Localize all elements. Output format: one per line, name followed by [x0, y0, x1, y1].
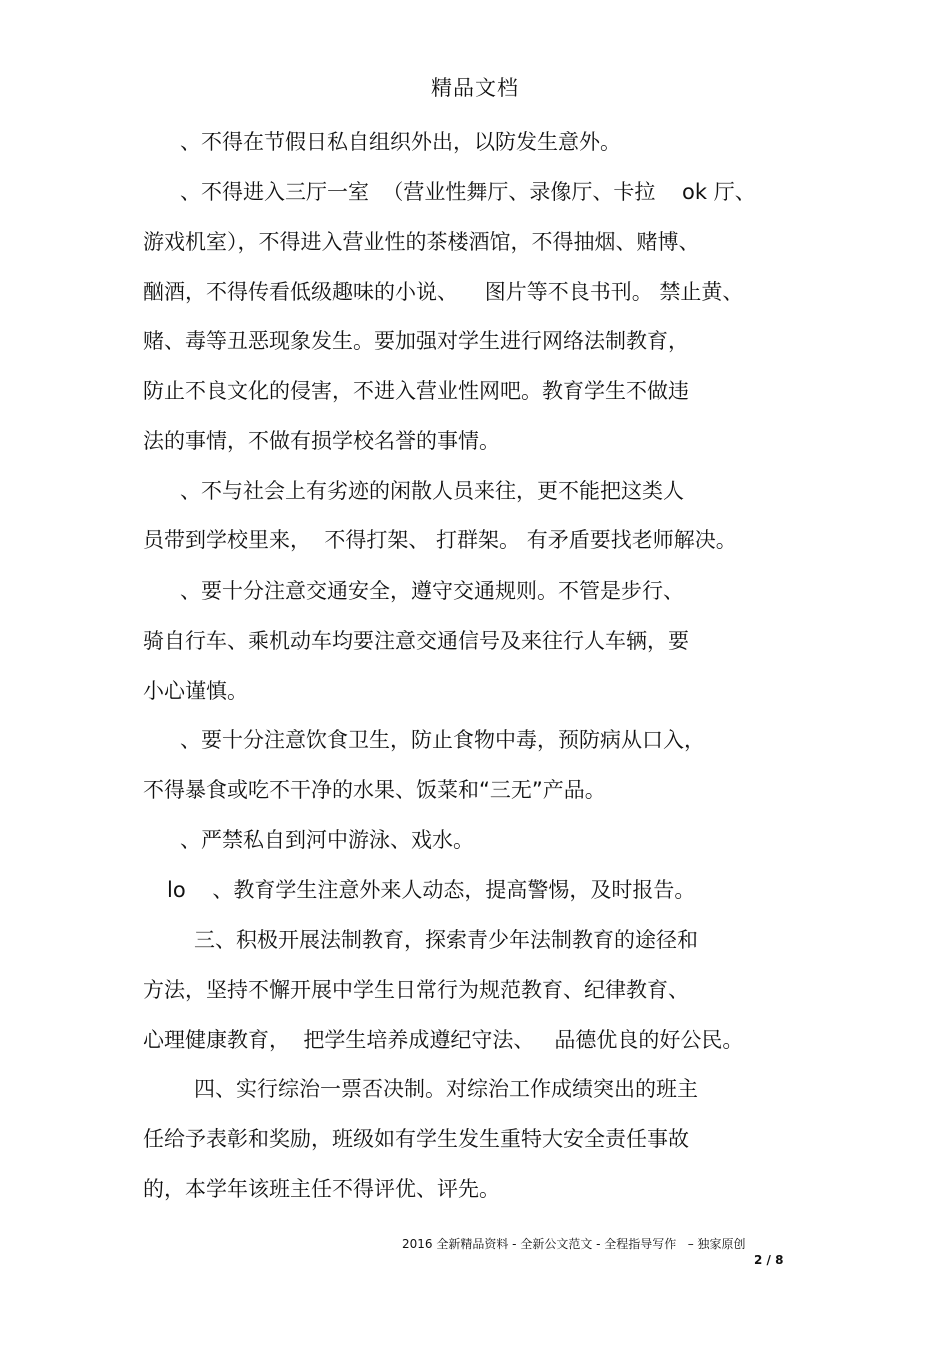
text-line: 方法，坚持不懈开展中学生日常行为规范教育、纪律教育、 [143, 978, 689, 1002]
page-header-title: 精品文档 [431, 76, 519, 100]
text-line: 、不得进入三厅一室 （营业性舞厅、录像厅、卡拉 ok 厅、 [180, 180, 756, 204]
footer-text: 2016 全新精品资料 - 全新公文范文 - 全程指导写作 – 独家原创 [402, 1237, 746, 1251]
text-line: 四、实行综治一票否决制。对综治工作成绩突出的班主 [194, 1077, 698, 1101]
text-line: 法的事情，不做有损学校名誉的事情。 [143, 429, 500, 453]
text-line: 任给予表彰和奖励，班级如有学生发生重特大安全责任事故 [143, 1127, 689, 1151]
text-line: 、严禁私自到河中游泳、戏水。 [180, 828, 474, 852]
text-line: 、要十分注意交通安全，遵守交通规则。不管是步行、 [180, 579, 684, 603]
text-line: 员带到学校里来， 不得打架、 打群架。 有矛盾要找老师解决。 [143, 528, 737, 552]
text-line: 游戏机室），不得进入营业性的茶楼酒馆，不得抽烟、赌博、 [143, 230, 700, 254]
text-line: 的，本学年该班主任不得评优、评先。 [143, 1177, 500, 1201]
text-line: 酗酒，不得传看低级趣味的小说、 图片等不良书刊。 禁止黄、 [143, 280, 744, 304]
page-number: 2 / 8 [754, 1253, 784, 1267]
text-line: 防止不良文化的侵害，不进入营业性网吧。教育学生不做违 [143, 379, 689, 403]
text-line: 心理健康教育， 把学生培养成遵纪守法、 品德优良的好公民。 [143, 1028, 744, 1052]
text-line: 、不得在节假日私自组织外出，以防发生意外。 [180, 130, 621, 154]
text-line: 骑自行车、乘机动车均要注意交通信号及来往行人车辆，要 [143, 629, 689, 653]
text-line: 、不与社会上有劣迹的闲散人员来往，更不能把这类人 [180, 479, 684, 503]
text-line: 赌、毒等丑恶现象发生。要加强对学生进行网络法制教育， [143, 329, 689, 353]
text-line: 、要十分注意饮食卫生，防止食物中毒，预防病从口入， [180, 728, 705, 752]
text-line: 不得暴食或吃不干净的水果、饭菜和“三无”产品。 [143, 778, 606, 802]
text-line: 三、积极开展法制教育，探索青少年法制教育的途径和 [194, 928, 698, 952]
text-line: lo 、教育学生注意外来人动态，提高警惕，及时报告。 [167, 878, 696, 902]
text-line: 小心谨慎。 [143, 679, 248, 703]
